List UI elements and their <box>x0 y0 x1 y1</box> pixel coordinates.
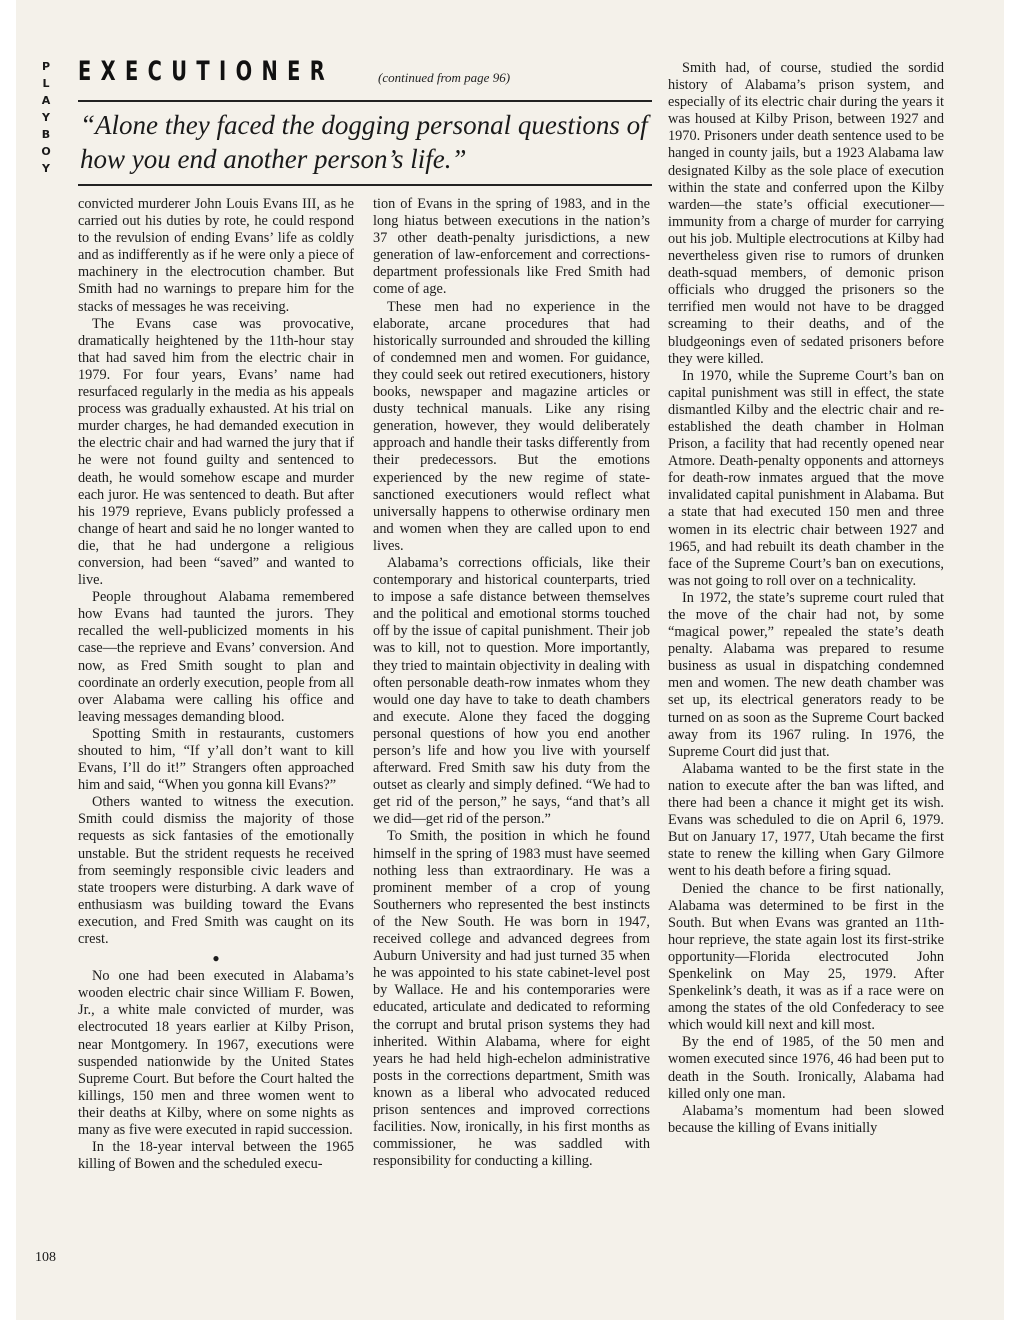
paragraph: People throughout Alabama remembered how Evans had taunted the jurors. They recalled the well-publicized moments in his case—the reprieve and Evans’ conversion. And now, as Fred Smith sought to plan and coordinate an orderly execution, people from all over Alabama were calling his office and leaving messages demanding blood. <box>78 589 354 725</box>
paragraph: To Smith, the position in which he found himself in the spring of 1983 must have seemed nothing less than extraordinary. He was a prominent member of a crop of young Southerners who represented the best instincts of the New South. He was born in 1947, received college and advanced degrees from Auburn University and had just turned 35 when he was appointed to his state cabinet-level post by Wallace. He and his contemporaries were educated, articulate and dedicated to reforming the corrupt and brutal prison systems they had inherited. Within Alabama, where for eight years he had held high-echelon administrative posts in the corrections department, Smith was known as a liberal who advocated reduced prison sentences and improved corrections facilities. Now, ironically, in his first months as commissioner, he was saddled with responsibility for conducting a killing. <box>373 828 650 1170</box>
pull-quote: “Alone they faced the dogging personal questions of how you end another person’s life.” <box>80 110 648 174</box>
magazine-letter: P <box>41 60 51 73</box>
paragraph: In the 18-year interval between the 1965 killing of Bowen and the scheduled execu- <box>78 1139 354 1173</box>
text-column-3 <box>668 60 944 1137</box>
magazine-letter: L <box>42 77 50 90</box>
section-break-ornament: ● <box>212 951 220 966</box>
paragraph: Alabama’s momentum had been slowed because the killing of Evans initially <box>668 1102 944 1136</box>
rule-divider <box>78 100 652 102</box>
magazine-letter: O <box>41 145 51 158</box>
paragraph: By the end of 1985, of the 50 men and women executed since 1976, 46 had been put to death in the South. Ironically, Alabama had killed only one man. <box>668 1034 944 1102</box>
paragraph: The Evans case was provocative, dramatically heightened by the 11th-hour stay that had saved him from the electric chair in 1979. For four years, Evans’ name had resurfaced regularly in the media as his appeals process was gradually exhausted. At his trial on murder charges, he had demanded execution in the electric chair and had warned the jury that if he were not found guilty and sentenced to death, he would somehow escape and murder each juror. He was sentenced to death. But after his 1979 reprieve, Evans publicly professed a change of heart and said he no longer wanted to die, that he had undergone a religious conversion, had been “saved” and wanted to live. <box>78 315 354 589</box>
text-column-1 <box>78 196 354 1173</box>
magazine-letter: A <box>41 94 51 107</box>
paragraph: Alabama’s corrections officials, like their contemporary and historical counterparts, tried to impose a safe distance between themselves and the political and emotional storms touched off by the issue of capital punishment. Their job was to kill, not to question. More importantly, they tried to maintain objectivity in dealing with often personable death-row inmates whom they would one day have to take to death chambers and execute. Alone they faced the dogging personal questions of how you end another person’s life and how you live with yourself afterward. Fred Smith saw his duty from the outset as clearly and simply defined. “We had to get rid of the person,” he says, “and that’s all we did—get rid of the person.” <box>373 554 650 828</box>
paragraph: In 1970, while the Supreme Court’s ban on capital punishment was still in effect, the state dismantled Kilby and the electric chair and re-established the death chamber in Holman Prison, a facility that had recently opened near Atmore. Death-penalty opponents and attorneys for death-row inmates argued that the move invalidated capital punishment in Alabama. But a state that had executed 150 men and three women in its electric chair between 1927 and 1965, and had rebuilt its death chamber in the face of the Supreme Court’s ban on executions, was not going to roll over on a technicality. <box>668 367 944 589</box>
text-column-2 <box>373 196 650 1170</box>
paragraph: convicted murderer John Louis Evans III, as he carried out his duties by rote, he could respond to the revulsion of ending Evans’ life as coldly and as indifferently as if he were only a piece of machinery in the electrocution chamber. But Smith had no warnings to prepare him for the stacks of messages he was receiving. <box>78 196 354 315</box>
paragraph: Denied the chance to be first nationally, Alabama was determined to be first in the South. But when Evans was granted an 11th-hour reprieve, the state again lost its first-strike opportunity—Florida electrocuted John Spenkelink on May 25, 1979. After Spenkelink’s death, it was as if a race were on among the states of the old Confederacy to see which would kill next and kill most. <box>668 880 944 1034</box>
paragraph: tion of Evans in the spring of 1983, and in the long hiatus between executions in the nation’s 37 other death-penalty jurisdictions, a new generation of law-enforcement and corrections-department professionals like Fred Smith had come of age. <box>373 196 650 298</box>
page-number: 108 <box>35 1250 56 1265</box>
rule-divider <box>78 184 652 186</box>
paragraph: In 1972, the state’s supreme court ruled that the move of the chair had not, by some “magical power,” repealed the state’s death penalty. Alabama was prepared to resume business as usual in dispatching condemned men and women. The new death chamber was set up, its electrical generators ready to be turned on as soon as the Supreme Court backed away from its 1967 ruling. In 1976, the Supreme Court did just that. <box>668 589 944 760</box>
magazine-letter: B <box>41 128 51 141</box>
section-title: EXECUTIONER <box>78 56 335 87</box>
paragraph: Alabama wanted to be the first state in the nation to execute after the ban was lifted, and there had been a chance it might get its wish. Evans was scheduled to die on April 6, 1979. But on January 17, 1977, Utah became the first state to renew the killing when Gary Gilmore went to his death before a firing squad. <box>668 760 944 880</box>
magazine-letter: Y <box>42 111 50 124</box>
continued-note: (continued from page 96) <box>378 70 511 85</box>
paragraph: No one had been executed in Alabama’s wooden electric chair since William F. Bowen, Jr., a white male convicted of murder, was electrocuted 18 years earlier at Kilby Prison, near Montgomery. In 1967, executions were suspended nationwide by the United States Supreme Court. But before the Court halted the killings, 150 men and three women went to their deaths at Kilby, where on some nights as many as five were executed in rapid succession. <box>78 968 354 1138</box>
paragraph: Smith had, of course, studied the sordid history of Alabama’s prison system, and especially of its electric chair during the years it was housed at Kilby Prison, between 1927 and 1970. Prisoners under death sentence used to be hanged in county jails, but a 1923 Alabama law designated Kilby as the sole place of execution within the state and conferred upon the Kilby warden—the state’s official executioner—immunity from a charge of murder for carrying out his job. Multiple electrocutions at Kilby had nevertheless given rise to rumors of drunken death-squad members, of demonic prison officials who drugged the prisoners so the terrified men would not have to be dragged screaming to their deaths, and of the bludgeonings even of sedated prisoners before they were killed. <box>668 60 944 367</box>
paragraph: Others wanted to witness the execution. Smith could dismiss the majority of those requests as sick fantasies of the emotionally unstable. But the strident requests he received from seemingly responsible civic leaders and state troopers were disturbing. A dark wave of enthusiasm was building toward the Evans execution, and Fred Smith was caught on its crest. <box>78 794 354 948</box>
magazine-letter: Y <box>42 162 50 175</box>
paragraph: These men had no experience in the elaborate, arcane procedures that had historically surrounded and shrouded the killing of condemned men and women. For guidance, they could seek out retired executioners, history books, newspaper and magazine articles or dusty technical manuals. Like any rising generation, however, they would deliberately approach and handle their tasks differently from their predecessors. But the emotions experienced by the new regime of state-sanctioned executioners would reflect what universally happens to otherwise ordinary men and women when they are called upon to end lives. <box>373 298 650 554</box>
magazine-name-vertical <box>34 58 58 177</box>
paragraph: Spotting Smith in restaurants, customers shouted to him, “If y’all don’t want to kill Evans, I’ll do it!” Strangers often approached him and said, “When you gonna kill Evans?” <box>78 725 354 794</box>
article-header <box>78 56 652 96</box>
